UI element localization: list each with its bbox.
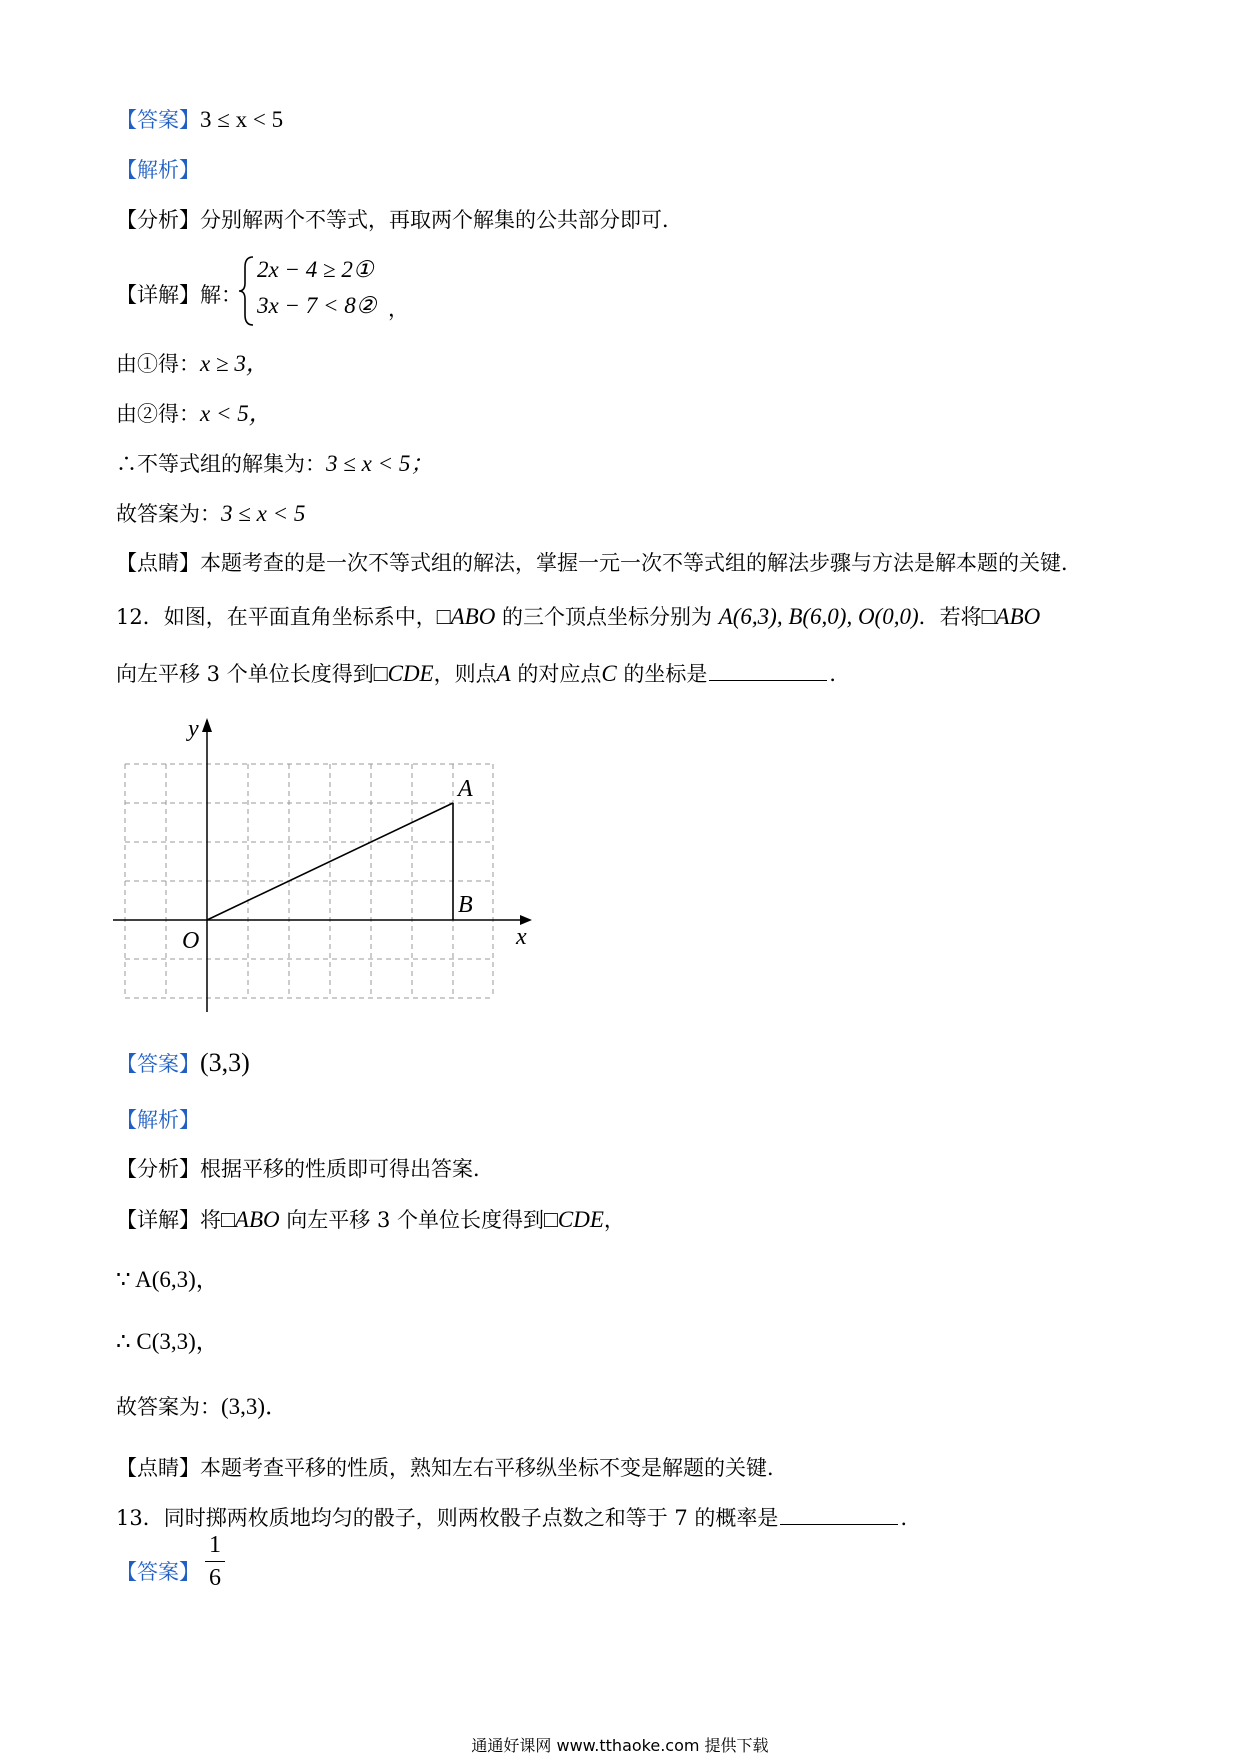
answer-tag: 【答案】 — [116, 1560, 200, 1584]
stem-text: 向左平移 3 个单位长度得到 — [116, 662, 374, 686]
point-c: C — [601, 661, 617, 686]
stem-text: 13．同时掷两枚质地均匀的骰子，则两枚骰子点数之和等于 7 的概率是 — [116, 1506, 779, 1530]
inequality-2: 3x − 7 < 8② — [257, 293, 377, 318]
answer-value: 3 ≤ x < 5 — [200, 107, 284, 132]
detail-text: 将 — [200, 1208, 221, 1232]
answer-blank — [709, 679, 827, 681]
detail-label — [116, 279, 242, 309]
step3-label: ∴不等式组的解集为： — [116, 452, 326, 476]
detail-lead: 解： — [200, 283, 242, 307]
inequality-1: 2x − 4 ≥ 2① — [257, 257, 374, 282]
q11-step2 — [116, 402, 272, 425]
final-label: 故答案为： — [116, 1395, 221, 1419]
stem-text: 的坐标是 — [616, 662, 708, 686]
q12-fenxi-line — [116, 1159, 494, 1180]
q13-answer-line — [116, 1562, 200, 1583]
q11-step3 — [116, 452, 433, 475]
dianjing-text: 本题考查的是一次不等式组的解法，掌握一元一次不等式组的解法步骤与方法是解本题的关键． — [200, 551, 1082, 575]
grid-lines — [125, 764, 493, 998]
step3-math: 3 ≤ x < 5； — [326, 451, 434, 476]
dianjing-text: 本题考查平移的性质，熟知左右平移纵坐标不变是解题的关键． — [200, 1456, 788, 1480]
answer-tag: 【答案】 — [116, 1052, 200, 1076]
q12-because: ∵ A(6,3)， — [116, 1267, 219, 1292]
vertex-coords: A(6,3), B(6,0), O(0,0) — [718, 604, 919, 629]
final-math: (3,3)． — [221, 1394, 289, 1419]
triangle-cde: □CDE — [373, 661, 434, 686]
stem-text: ． — [829, 662, 851, 686]
fenxi-tag: 【分析】 — [116, 1157, 200, 1181]
fraction-numerator: 1 — [205, 1532, 225, 1562]
q12-analysis-line — [116, 1110, 200, 1131]
answer-fraction — [205, 1532, 225, 1592]
q12-stem-line2 — [116, 662, 850, 685]
analysis-tag: 【解析】 — [116, 158, 200, 182]
point-a-label: A — [458, 776, 473, 802]
x-label: x — [516, 924, 527, 950]
stem-text: ，则点 — [433, 662, 497, 686]
step1-math: x ≥ 3， — [200, 351, 269, 376]
stem-text: 的对应点 — [510, 662, 602, 686]
y-label: y — [188, 716, 199, 742]
q12-stem-line1 — [116, 605, 1040, 628]
analysis-tag: 【解析】 — [116, 1108, 200, 1132]
triangle-abo: □ABO — [981, 604, 1041, 629]
q13-stem — [116, 1508, 921, 1529]
left-brace-icon — [238, 255, 256, 327]
fenxi-text: 分别解两个不等式，再取两个解集的公共部分即可． — [200, 208, 683, 232]
origin-label: O — [182, 928, 200, 954]
stem-text: ．若将 — [918, 605, 982, 629]
detail-tag: 【详解】 — [116, 283, 200, 307]
q12-dianjing — [116, 1458, 788, 1479]
q11-analysis-line — [116, 160, 200, 181]
dianjing-tag: 【点睛】 — [116, 1456, 200, 1480]
q11-step1 — [116, 352, 269, 375]
y-arrow-icon — [202, 718, 212, 732]
final-label: 故答案为： — [116, 502, 221, 526]
fenxi-tag: 【分析】 — [116, 208, 200, 232]
fraction-denominator: 6 — [209, 1565, 221, 1591]
triangle-cde: □CDE — [544, 1207, 604, 1232]
q11-answer-line — [116, 108, 283, 131]
step1-label: 由①得： — [116, 352, 200, 376]
footer-credit: 通通好课网 www.tthaoke.com 提供下载 — [471, 1736, 769, 1755]
stem-text: 12．如图，在平面直角坐标系中， — [116, 605, 437, 629]
final-math: 3 ≤ x < 5 — [221, 501, 306, 526]
fenxi-text: 根据平移的性质即可得出答案． — [200, 1157, 494, 1181]
answer-blank — [780, 1523, 898, 1525]
inequality-comma: ， — [388, 297, 409, 321]
point-a: A — [496, 661, 511, 686]
q12-detail-line — [116, 1208, 625, 1231]
stem-text: 的三个顶点坐标分别为 — [495, 605, 719, 629]
detail-text: ， — [603, 1208, 625, 1232]
stem-text: ． — [900, 1506, 922, 1530]
q12-therefore: ∴ C(3,3)， — [116, 1329, 219, 1354]
q11-final — [116, 502, 305, 525]
answer-value: (3,3) — [200, 1048, 250, 1077]
detail-text: 向左平移 3 个单位长度得到 — [279, 1208, 544, 1232]
q12-answer-line — [116, 1050, 250, 1076]
step2-label: 由②得： — [116, 402, 200, 426]
dianjing-tag: 【点睛】 — [116, 551, 200, 575]
detail-tag: 【详解】 — [116, 1208, 200, 1232]
q12-final — [116, 1395, 288, 1418]
coordinate-figure — [110, 712, 540, 1012]
q11-dianjing — [116, 553, 1082, 574]
point-b-label: B — [458, 892, 473, 918]
q11-fenxi-line — [116, 210, 683, 231]
step2-math: x < 5， — [200, 401, 272, 426]
triangle-abo: □ABO — [436, 604, 496, 629]
answer-tag: 【答案】 — [116, 108, 200, 132]
triangle-abo: □ABO — [221, 1207, 280, 1232]
